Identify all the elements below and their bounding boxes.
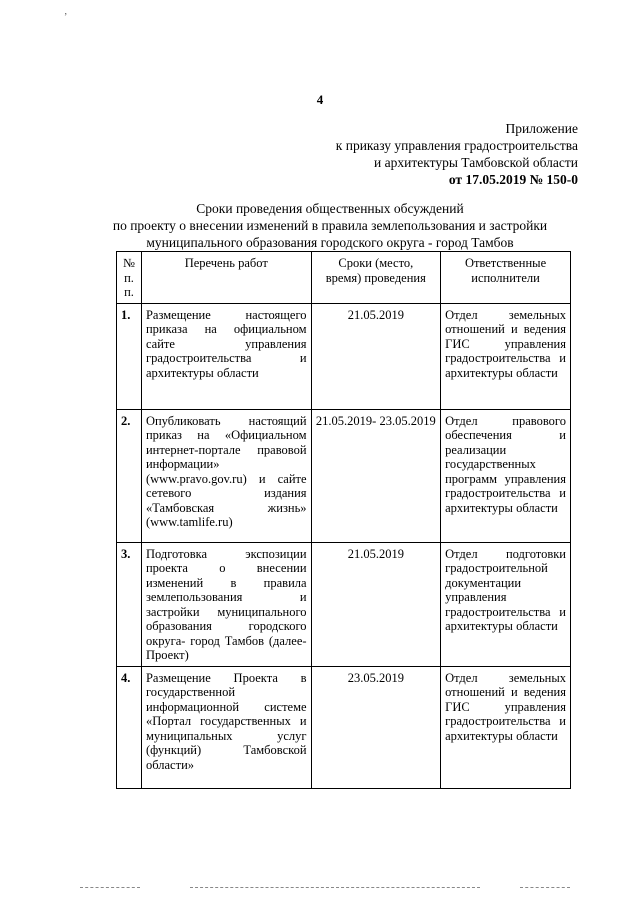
row-resp: Отдел подготовки градостроительной документации управления градостроительства и архитектуры области — [441, 542, 571, 666]
header-resp-line: исполнители — [471, 270, 540, 285]
row-date: 21.05.2019- 23.05.2019 — [311, 409, 441, 542]
title-line: по проекту о внесении изменений в правила землепользования и застройки — [112, 218, 548, 233]
header-resp-line: Ответственные — [464, 256, 547, 270]
row-date: 21.05.2019 — [311, 542, 441, 666]
header-date — [311, 252, 441, 304]
header-resp — [441, 252, 571, 304]
row-resp: Отдел земельных отношений и ведения ГИС управления градостроительства и архитектуры области — [441, 303, 571, 409]
row-num: 1. — [117, 303, 142, 409]
header-num — [117, 252, 142, 304]
header-num-line: п. — [124, 270, 134, 285]
header-date-line: время) проведения — [325, 270, 426, 285]
row-resp: Отдел правового обеспечения и реализации государственных программ управления градостроительства и архитектуры области — [441, 409, 571, 542]
row-work: Подготовка экспозиции проекта о внесении изменений в правила землепользования и застройки муниципального образования городского округа- город Тамбов (далее- Проект) — [141, 542, 311, 666]
row-date: 23.05.2019 — [311, 666, 441, 788]
row-date: 21.05.2019 — [311, 303, 441, 409]
row-work: Размещение Проекта в государственной информационной системе «Портал государственных и муниципальных услуг (функций) Тамбовской области» — [141, 666, 311, 788]
document-title — [70, 200, 590, 251]
header-num-line: № — [123, 256, 135, 270]
appendix-line: Приложение — [505, 121, 578, 136]
scan-dashes — [520, 887, 570, 889]
row-num: 2. — [117, 409, 142, 542]
title-line: муниципального образования городского округа - город Тамбов — [146, 235, 514, 250]
appendix-date: от 17.05.2019 № 150-0 — [448, 172, 578, 187]
row-num: 3. — [117, 542, 142, 666]
appendix-line: и архитектуры Тамбовской области — [374, 155, 578, 170]
page-number: 4 — [316, 92, 324, 107]
row-resp: Отдел земельных отношений и ведения ГИС управления градостроительства и архитектуры области — [441, 666, 571, 788]
row-work: Опубликовать настоящий приказ на «Официальном интернет-портале правовой информации» (www.pravo.gov.ru) и сайте сетевого издания «Тамбовская жизнь» (www.tamlife.ru) — [141, 409, 311, 542]
title-line: Сроки проведения общественных обсуждений — [196, 201, 464, 216]
header-work: Перечень работ — [141, 252, 311, 304]
row-work: Размещение настоящего приказа на официальном сайте управления градостроительства и архитектуры области — [141, 303, 311, 409]
row-num: 4. — [117, 666, 142, 788]
header-num-line: п. — [124, 285, 134, 299]
scan-speck: ʼ — [64, 12, 68, 23]
appendix-header — [336, 120, 578, 188]
table-row — [117, 666, 571, 788]
table-row — [117, 542, 571, 666]
schedule-table — [116, 251, 571, 789]
appendix-line: к приказу управления градостроительства — [335, 138, 578, 153]
table-row — [117, 409, 571, 542]
scan-dashes — [80, 887, 140, 889]
table-header-row — [117, 252, 571, 304]
scan-dashes — [190, 887, 480, 889]
table-row — [117, 303, 571, 409]
header-date-line: Сроки (место, — [338, 256, 414, 270]
